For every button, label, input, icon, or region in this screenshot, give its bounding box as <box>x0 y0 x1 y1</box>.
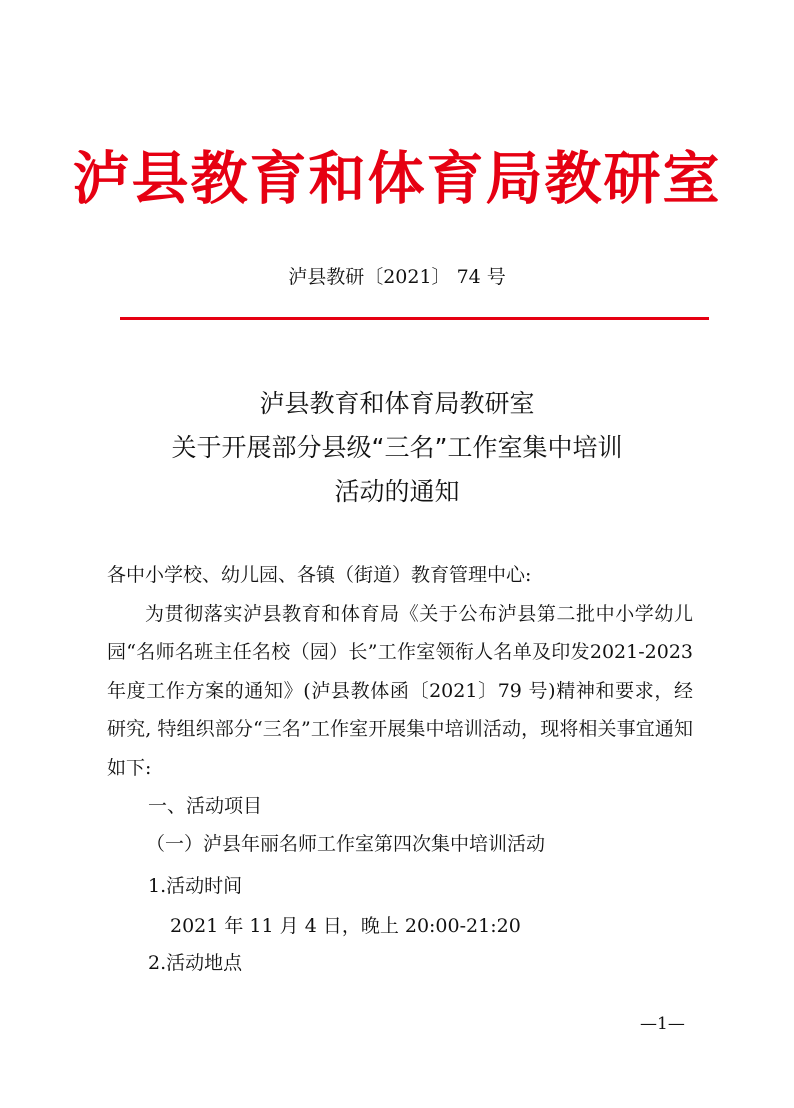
salutation: 各中小学校、幼儿园、各镇（街道）教育管理中心: <box>107 564 532 586</box>
notice-title-line-3: 活动的通知 <box>334 477 460 506</box>
notice-title-line-2: 关于开展部分县级“三名”工作室集中培训 <box>171 433 623 462</box>
subsection-heading-1: （一）泸县年丽名师工作室第四次集中培训活动 <box>146 833 546 855</box>
document-number: 泸县教研〔2021〕 74 号 <box>288 266 506 288</box>
section-heading-activities: 一、活动项目 <box>148 795 263 817</box>
notice-title-line-1: 泸县教育和体育局教研室 <box>259 389 535 418</box>
notice-body <box>107 556 693 787</box>
activity-location-label: 2.活动地点 <box>148 952 243 974</box>
red-divider-rule <box>120 317 709 320</box>
body-paragraph-1: 为贯彻落实泸县教育和体育局《关于公布泸县第二批中小学幼儿园“名师名班主任名校（园）长”工作室领衔人名单及印发2021-2023 年度工作方案的通知》(泸县教体函〔2021〕79 号)精神和要求，经研究, 特组织部分“三名”工作室开展集中培训活动，现将相关事宜通知如下: <box>107 602 693 779</box>
org-red-header-title: 泸县教育和体育局教研室 <box>72 146 722 212</box>
notice-title <box>0 382 794 514</box>
activity-time-value: 2021 年 11 月 4 日，晚上 20:00-21:20 <box>170 915 521 937</box>
page-number: —1— <box>640 1014 685 1034</box>
activity-time-label: 1.活动时间 <box>148 875 243 897</box>
